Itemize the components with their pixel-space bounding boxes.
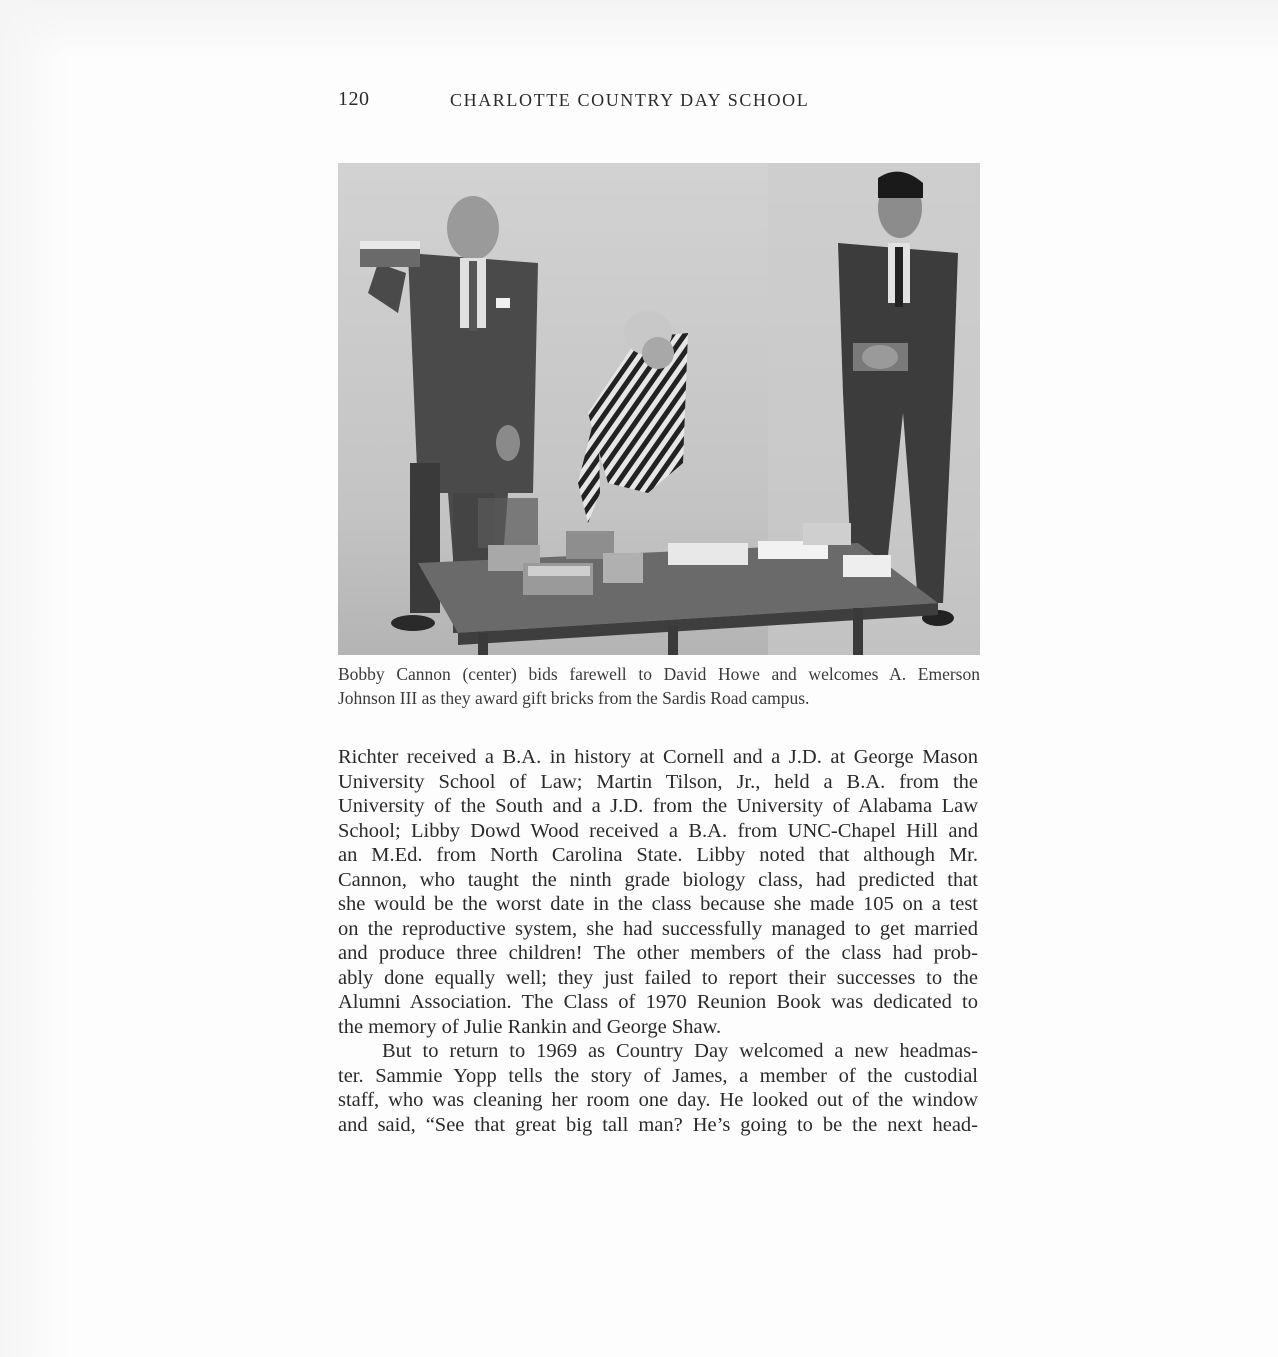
page-number: 120 [338, 88, 370, 110]
text-line: the memory of Julie Rankin and George Shaw. [338, 1015, 722, 1038]
text-line: University of the South and a J.D. from the University of Alabama Law [338, 795, 978, 817]
paragraph-2 [338, 1039, 978, 1137]
photo-caption [338, 662, 980, 710]
text-line: Alumni Association. The Class of 1970 Reunion Book was dedicated to [338, 991, 978, 1013]
text-line: Richter received a B.A. in history at Cornell and a J.D. at George Mason [338, 746, 978, 768]
text-line: Cannon, who taught the ninth grade biology class, had predicted that [338, 868, 978, 891]
running-head: CHARLOTTE COUNTRY DAY SCHOOL [450, 90, 810, 110]
caption-line: Johnson III as they award gift bricks from the Sardis Road campus. [338, 688, 810, 708]
text-line: ably done equally well; they just failed to report their successes to the [338, 966, 978, 989]
scan-shadow-left [0, 0, 70, 1357]
text-line: staff, who was cleaning her room one day. He looked out of the window [338, 1089, 978, 1111]
paragraph-1 [338, 745, 978, 1039]
photograph [338, 163, 980, 655]
text-line: University School of Law; Martin Tilson, Jr., held a B.A. from the [338, 770, 978, 793]
text-line: and produce three children! The other members of the class had prob- [338, 942, 978, 964]
text-line: ter. Sammie Yopp tells the story of James, a member of the custodial [338, 1064, 978, 1087]
photograph-image [338, 163, 980, 655]
body-text [338, 745, 978, 1137]
caption-line: Bobby Cannon (center) bids farewell to David Howe and welcomes A. Emerson [338, 664, 980, 684]
text-line: School; Libby Dowd Wood received a B.A. from UNC-Chapel Hill and [338, 819, 978, 842]
text-line: on the reproductive system, she had successfully managed to get married [338, 917, 978, 940]
text-line: she would be the worst date in the class because she made 105 on a test [338, 893, 978, 915]
text-line: an M.Ed. from North Carolina State. Libby noted that although Mr. [338, 844, 978, 866]
text-line: and said, “See that great big tall man? He’s going to be the next head- [338, 1113, 978, 1136]
page-header [338, 88, 978, 118]
scan-shadow [0, 0, 1278, 60]
text-line: But to return to 1969 as Country Day welcomed a new headmas- [382, 1040, 978, 1062]
